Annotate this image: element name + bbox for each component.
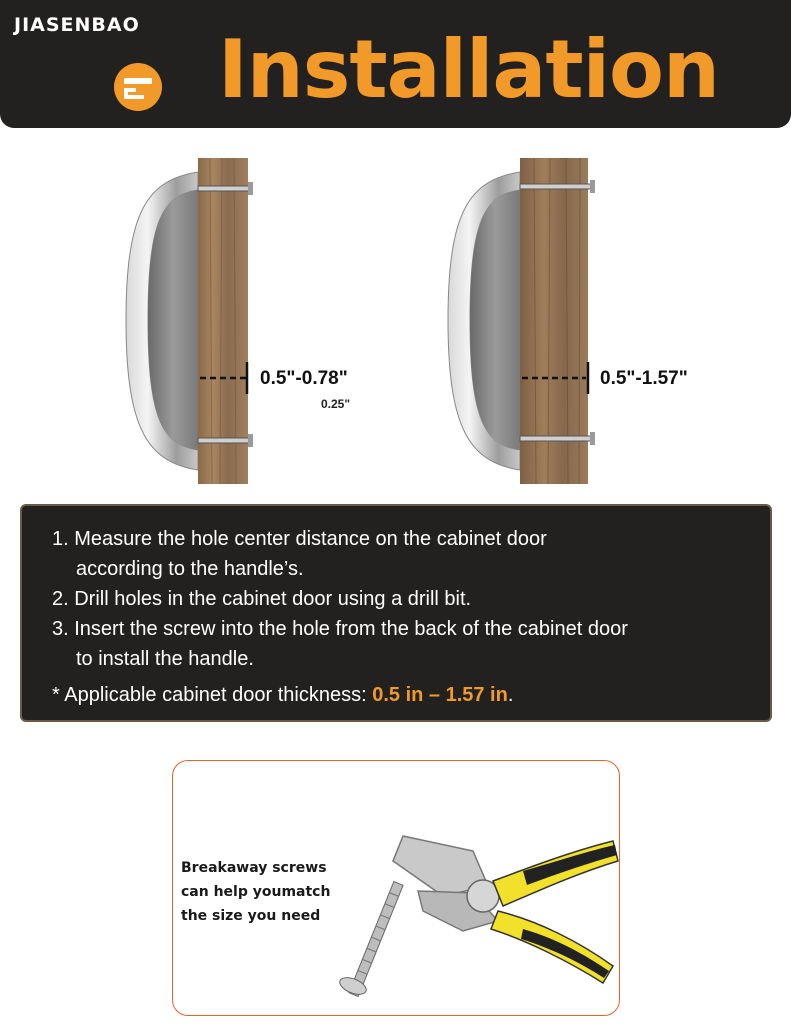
page-title: Installation [218,23,719,116]
brand-logo-text: JIASENBAO [14,14,140,36]
handle-mounting-illustration [118,150,418,490]
diagram-thin-door [118,150,418,490]
handle-mounting-illustration [440,150,740,490]
brand-logo-icon [113,62,163,112]
breakaway-screw-tip [172,760,620,1016]
tip-line-3: the size you need [181,908,321,924]
header-banner [0,0,791,128]
step-3: 3. Insert the screw into the hole from the back of the cabinet door [52,618,628,640]
tip-line-1: Breakaway screws [181,860,327,876]
step-1-continued: according to the handle’s. [76,558,304,580]
instructions-panel [20,504,772,722]
thickness-note-suffix: . [507,684,514,706]
thickness-note-prefix: * Applicable cabinet door thickness: [52,684,373,706]
pliers-icon [393,836,618,983]
screw-icon [337,881,403,997]
thickness-note-value: 0.5 in – 1.57 in [372,684,508,706]
thickness-note [52,680,772,710]
gap-thickness-label: 0.25" [318,396,353,412]
pliers-and-screw-illustration [323,811,623,1021]
tip-line-2: can help youmatch [181,884,331,900]
step-1: 1. Measure the hole center distance on the cabinet door [52,528,547,550]
thickness-range-label: 0.5"-0.78" [260,368,348,389]
diagram-thick-door [440,150,740,490]
step-2: 2. Drill holes in the cabinet door using a drill bit. [52,588,472,610]
instructions-list [52,524,772,710]
thickness-range-label: 0.5"-1.57" [600,368,688,389]
step-3-continued: to install the handle. [76,648,254,670]
